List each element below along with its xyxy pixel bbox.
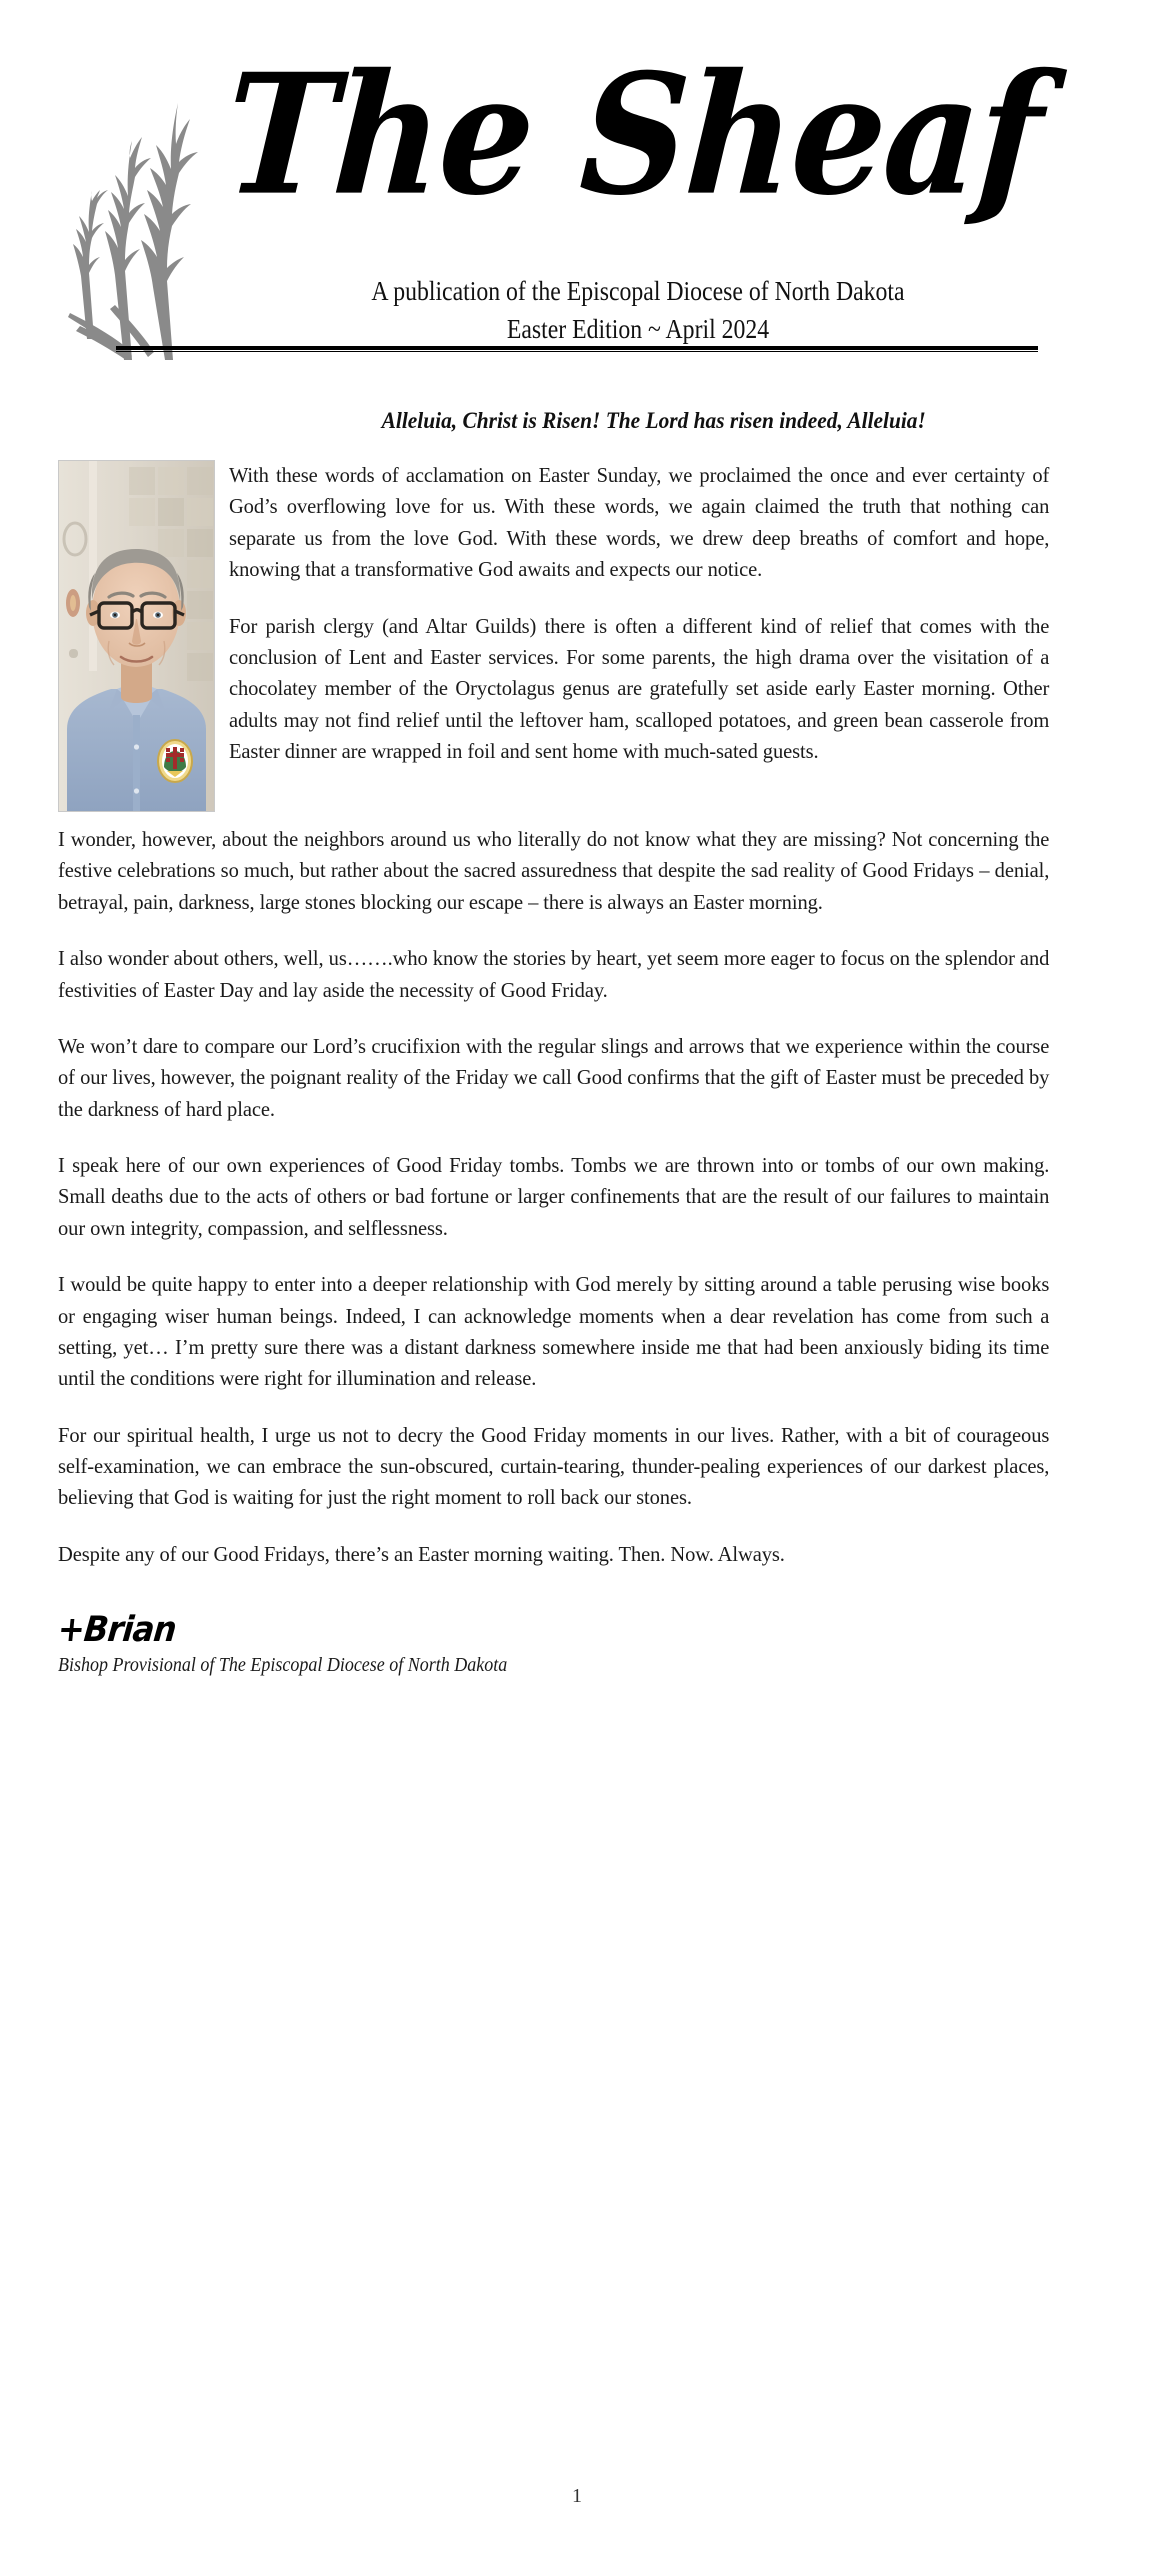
paragraph-3: I wonder, however, about the neighbors around us who literally do not know what they are missing? Not concerning the festive celebrations so much, but rather about the sacred assuredness that despite the sad reality of Good Fridays – denial, betrayal, pain, darkness, large stones blocking our escape – there is always an Easter morning. (58, 827, 1050, 914)
paragraph-2: For parish clergy (and Altar Guilds) there is often a different kind of relief that comes with the conclusion of Lent and Easter services. For some parents, the high drama over the visitation of a chocolatey member of the Oryctolagus genus are gratefully set aside early Easter morning. Other adults may not find relief until the leftover ham, scalloped potatoes, and green bean casserole from Easter dinner are wrapped in foil and sent home with much-sated guests. (228, 613, 1050, 763)
header-divider (116, 346, 1038, 352)
paragraph-5: We won’t dare to compare our Lord’s crucifixion with the regular slings and arrows that we experience within the course of our lives, however, the poignant reality of the Friday we call Good confirms that the gift of Easter must be preceded by the darkness of hard place. (58, 1033, 1050, 1121)
paragraph-9: Despite any of our Good Fridays, there’s an Easter morning waiting. Then. Now. Always. (58, 1541, 785, 1566)
paragraph-8: For our spiritual health, I urge us not to decry the Good Friday moments in our lives. Rather, with a bit of courageous self-examination, we can embrace the sun-obscured, curtain-tearing, thunder-pealing experiences of our darkest places, believing that God is waiting for just the right moment to roll back our stones. (58, 1422, 1050, 1510)
masthead-subtitle-block (208, 272, 1068, 349)
acclamation-heading: Alleluia, Christ is Risen! The Lord has risen indeed, Alleluia! (381, 408, 926, 433)
page-number: 1 (572, 2485, 582, 2507)
edition-line: Easter Edition ~ April 2024 (506, 314, 770, 345)
signature-role: Bishop Provisional of The Episcopal Diocese of North Dakota (58, 1654, 508, 1677)
paragraph-4: I also wonder about others, well, us…….who know the stories by heart, yet seem more eager to focus on the splendor and festivities of Easter Day and lay aside the necessity of Good Friday. (58, 946, 1050, 1002)
paragraph-7: I would be quite happy to enter into a deeper relationship with God merely by sitting around a table perusing wise books or engaging wiser human beings. Indeed, I can acknowledge moments when a dear revelation has come from such a setting, yet… I’m pretty sure there was a distant darkness somewhere inside me that had been anxiously biding its time until the conditions were right for illumination and release. (58, 1272, 1050, 1391)
signature: +Brian (56, 1610, 178, 1651)
paragraph-6: I speak here of our own experiences of Good Friday tombs. Tombs we are thrown into or tombs of our own making. Small deaths due to the acts of others or bad fortune or larger confinements that are the result of our failures to maintain our own integrity, compassion, and selflessness. (58, 1153, 1050, 1240)
masthead-title-block (178, 36, 1098, 232)
page-title: The Sheaf (220, 36, 1047, 232)
masthead (58, 0, 1096, 400)
paragraph-1: With these words of acclamation on Easter Sunday, we proclaimed the once and ever certainty of God’s overflowing love for us. With these words, we again claimed the truth that nothing can separate us from the love God. With these words, we drew deep breaths of comfort and hope, knowing that a transformative God awaits and expects our notice. (228, 463, 1050, 582)
article-body (58, 400, 1096, 1677)
publication-line: A publication of the Episcopal Diocese of North Dakota (371, 276, 905, 306)
